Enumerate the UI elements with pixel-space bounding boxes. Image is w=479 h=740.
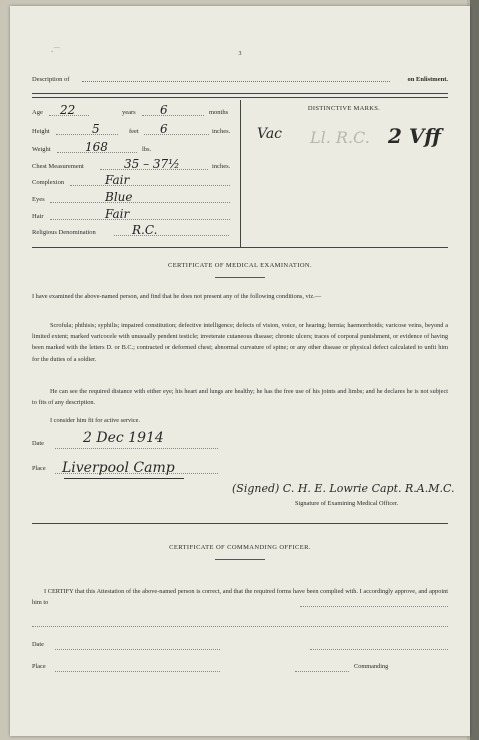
table-top-rule (32, 93, 448, 94)
medical-fitness: He can see the required distance with either eye; his heart and lungs are healthy; he has the free use of his joints and limbs; and he declares he is not subject to fits of any description. (32, 388, 448, 407)
medical-intro: I have examined the above-named person, and find that he does not present any of the following conditions, viz.— (32, 293, 322, 300)
on-enlistment-label: on Enlistment. (407, 76, 448, 83)
weight-value: 168 (85, 140, 108, 154)
attestation-page (10, 6, 470, 736)
eyes-value: Blue (105, 190, 133, 204)
commanding-label: Commanding (354, 663, 389, 670)
table-top-rule-2 (32, 97, 448, 98)
complexion-label: Complexion (32, 179, 65, 186)
heading-rule (215, 277, 265, 278)
handwritten-initials: 2 Vff (388, 124, 441, 148)
description-label: Description of (32, 76, 70, 83)
inches-unit-2: inches. (212, 163, 231, 170)
medical-conditions: Scrofula; phthisis; syphilis; impaired constitution; defective intelligence; defects of vision, voice, or hearing; hernia; haemorrhoids; varicose veins, beyond a limited extent; marked varicocele with unusually pendent testicle; inveterate cutaneous disease; chronic ulcers; traces of corporal punishment, or evidence of having been marked with the letters D. or B.C.; contracted or deformed chest; abnormal curvature of spine; or any other disease or physical defect calculated to unfit him for the duties of a soldier. (32, 322, 448, 363)
height-inches-value: 6 (160, 122, 168, 136)
place-label: Place (32, 465, 46, 472)
description-dotted-line (82, 81, 390, 82)
weight-label: Weight (32, 146, 51, 153)
inches-unit: inches. (212, 128, 231, 135)
height-label: Height (32, 128, 50, 135)
lbs-unit: lbs. (142, 146, 152, 153)
distinctive-marks-value: Vac (257, 126, 283, 142)
religion-label: Religious Denomination (32, 229, 96, 236)
age-label: Age (32, 109, 43, 116)
description-heading (32, 76, 448, 83)
commanding-date-label: Date (32, 641, 44, 648)
signature-caption: Signature of Examining Medical Officer. (295, 500, 399, 507)
age-years-value: 22 (60, 103, 76, 117)
page-number: 3 (238, 51, 242, 57)
date-label: Date (32, 440, 44, 447)
chest-label: Chest Measurement (32, 163, 84, 170)
commanding-certify: I CERTIFY that this Attestation of the above-named person is correct, and that the required forms have been complied with. I accordingly approve, and appoint him to (32, 588, 448, 607)
heading-rule-2 (215, 559, 265, 560)
place-underline (64, 478, 184, 479)
medical-date-value: 2 Dec 1914 (83, 430, 164, 446)
distinctive-marks-heading: DISTINCTIVE MARKS. (307, 105, 381, 112)
hair-label: Hair (32, 213, 44, 220)
table-bottom-rule (32, 247, 448, 248)
medical-place-value: Liverpool Camp (62, 460, 175, 476)
religion-value: R.C. (132, 223, 158, 237)
page-edge-shadow (470, 0, 479, 740)
years-unit: years (122, 109, 136, 116)
bleed-through-text: Ll. R.C. (310, 128, 370, 147)
commanding-certificate-heading: CERTIFICATE OF COMMANDING OFFICER. (169, 544, 311, 551)
section-rule (32, 523, 448, 524)
table-divider (240, 100, 241, 247)
medical-consider: I consider him fit for active service. (50, 417, 141, 424)
age-months-value: 6 (160, 103, 168, 117)
feet-unit: feet (129, 128, 139, 135)
months-unit: months (209, 109, 229, 116)
chest-value: 35 – 37½ (124, 157, 180, 171)
medical-certificate-heading: CERTIFICATE OF MEDICAL EXAMINATION. (167, 262, 313, 269)
eyes-label: Eyes (32, 196, 45, 203)
commanding-place-label: Place (32, 663, 46, 670)
complexion-value: Fair (105, 173, 130, 187)
signature-handwriting: (Signed) C. H. E. Lowrie Capt. R.A.M.C. (232, 482, 455, 495)
height-feet-value: 5 (92, 122, 100, 136)
hair-value: Fair (105, 207, 130, 221)
pencil-mark: ‐⌒ (51, 47, 61, 55)
